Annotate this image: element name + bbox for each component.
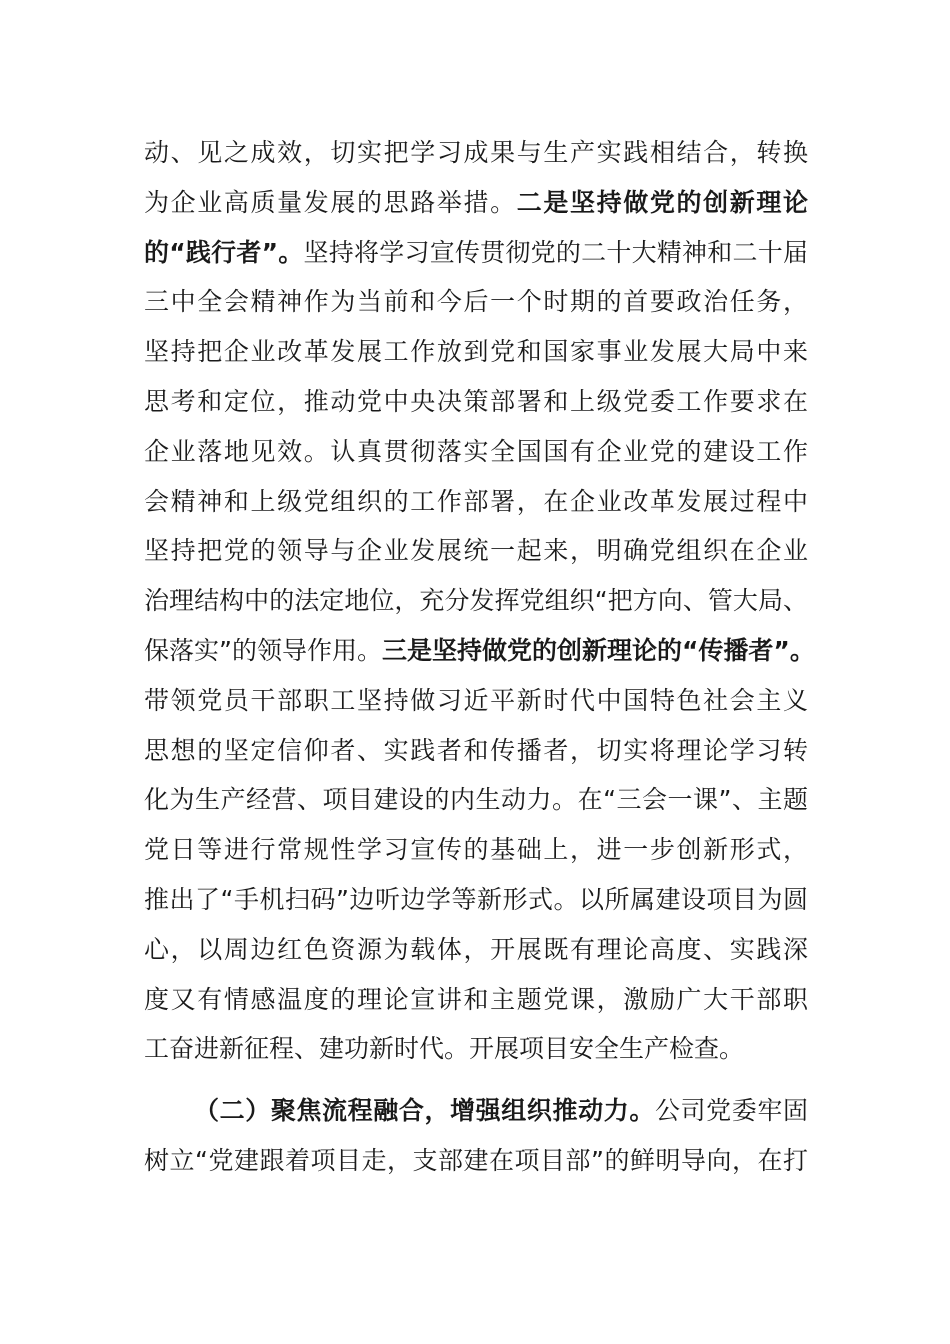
bold-heading: 的“践行者”。 — [144, 237, 304, 267]
bold-heading: 二是坚持做党的创新理论 — [516, 187, 808, 217]
text-line: 度又有情感温度的理论宣讲和主题党课，激励广大干部职 — [144, 984, 808, 1014]
text-line: 推出了“手机扫码”边听边学等新形式。以所属建设项目为圆 — [144, 884, 808, 914]
section-heading: （二）聚焦流程融合，增强组织推动力。 — [194, 1096, 655, 1126]
text-line: 为企业高质量发展的思路举措。二是坚持做党的创新理论 — [144, 187, 808, 217]
text-line: 治理结构中的法定地位，充分发挥党组织“把方向、管大局、 — [144, 586, 808, 616]
text-line: 坚持把企业改革发展工作放到党和国家事业发展大局中来 — [144, 337, 808, 367]
text-line: 化为生产经营、项目建设的内生动力。在“三会一课”、主题 — [144, 785, 808, 815]
text-line: 树立“党建跟着项目走，支部建在项目部”的鲜明导向，在打 — [144, 1145, 808, 1175]
text-line: 带领党员干部职工坚持做习近平新时代中国特色社会主义 — [144, 685, 808, 715]
text-line: 保落实”的领导作用。三是坚持做党的创新理论的“传播者”。 — [144, 635, 815, 665]
text-line: 会精神和上级党组织的工作部署，在企业改革发展过程中 — [144, 486, 808, 516]
text-line: 思考和定位，推动党中央决策部署和上级党委工作要求在 — [144, 386, 808, 416]
text-line: 工奋进新征程、建功新时代。开展项目安全生产检查。 — [144, 1034, 745, 1064]
bold-heading: 三是坚持做党的创新理论的“传播者”。 — [381, 635, 815, 665]
text-line: 党日等进行常规性学习宣传的基础上，进一步创新形式， — [144, 835, 808, 865]
body-text — [144, 128, 815, 1186]
text-line: 三中全会精神作为当前和今后一个时期的首要政治任务， — [144, 287, 808, 317]
text-line: 心，以周边红色资源为载体，开展既有理论高度、实践深 — [144, 934, 808, 964]
section-heading-line: （二）聚焦流程融合，增强组织推动力。公司党委牢固 — [194, 1096, 808, 1126]
text-line: 的“践行者”。坚持将学习宣传贯彻党的二十大精神和二十届 — [144, 237, 808, 267]
text-line: 坚持把党的领导与企业发展统一起来，明确党组织在企业 — [144, 536, 808, 566]
text-line: 思想的坚定信仰者、实践者和传播者，切实将理论学习转 — [144, 735, 808, 765]
text-line: 动、见之成效，切实把学习成果与生产实践相结合，转换 — [144, 138, 808, 167]
text-line: 企业落地见效。认真贯彻落实全国国有企业党的建设工作 — [144, 436, 808, 466]
